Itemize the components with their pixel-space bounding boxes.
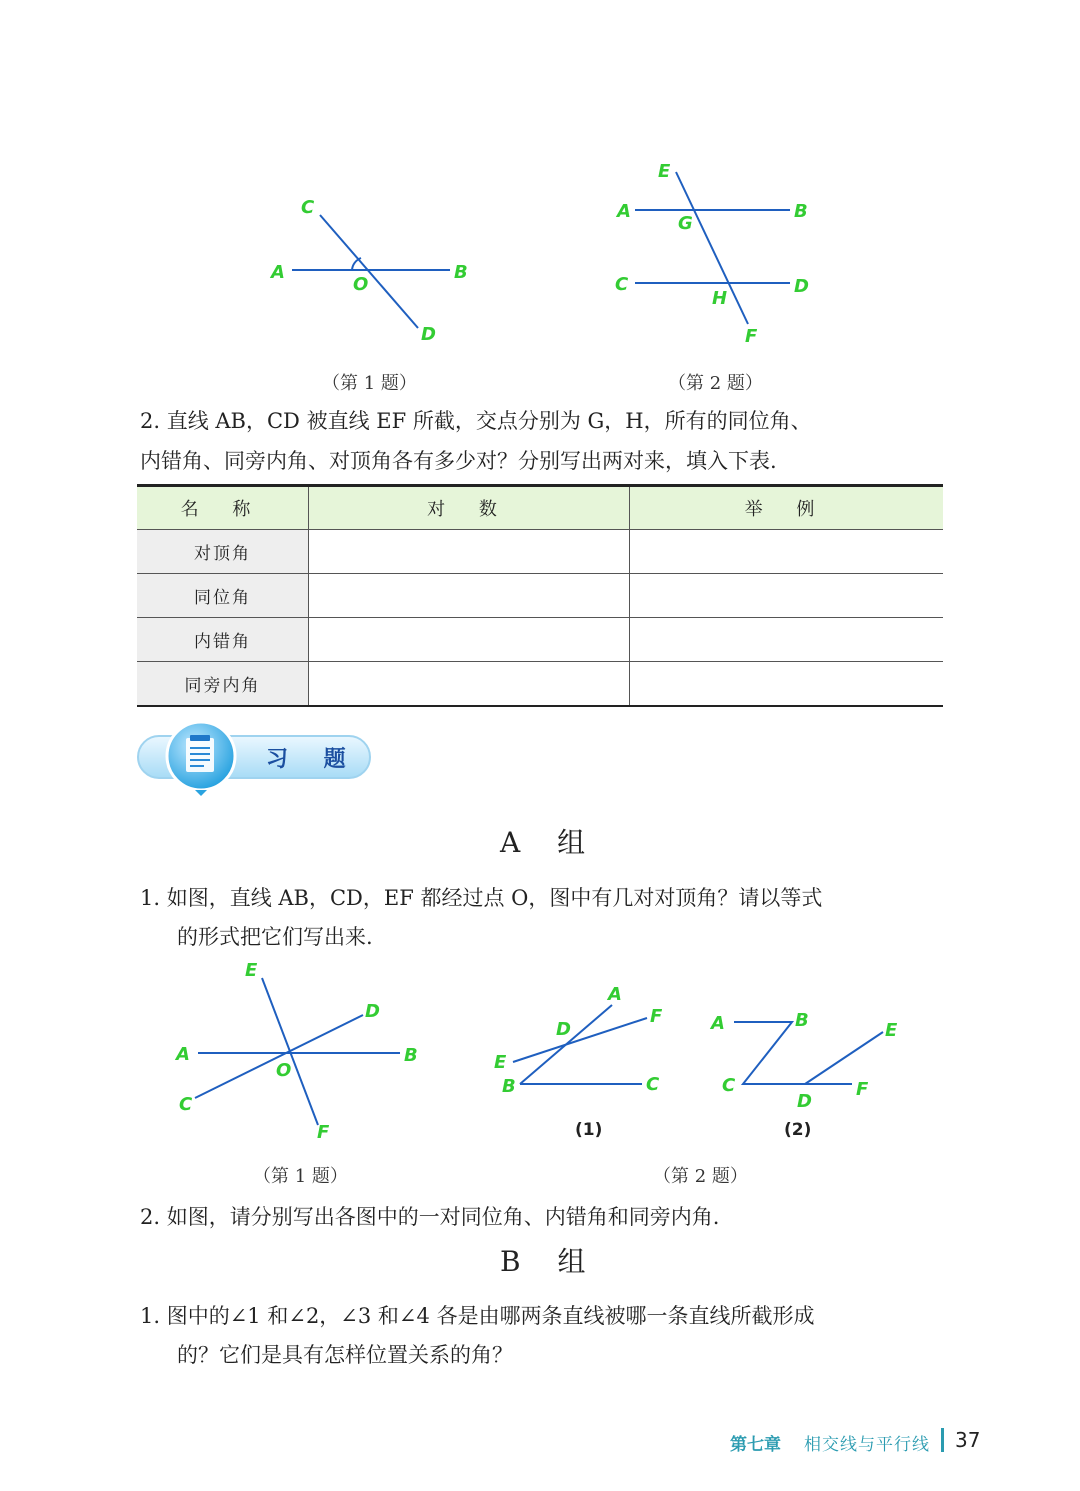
figure-caption: （第 2 题） (668, 373, 763, 394)
footer-divider (941, 1428, 944, 1452)
line-ef (513, 1018, 647, 1062)
point-label: C (615, 274, 629, 295)
table-row (137, 530, 943, 574)
figure-caption: （第 2 题） (653, 1166, 748, 1187)
question-line: 2. 如图，请分别写出各图中的一对同位角、内错角和同旁内角. (140, 1205, 720, 1229)
footer-chapter: 第七章 (730, 1435, 781, 1455)
question-line: 的？它们是具有怎样位置关系的角？ (177, 1343, 513, 1367)
example-cell[interactable] (630, 574, 944, 618)
line-ef (262, 978, 318, 1125)
question-line: 内错角、同旁内角、对顶角各有多少对？分别写出两对来，填入下表. (140, 449, 777, 473)
count-cell[interactable] (309, 618, 630, 662)
point-label: D (794, 276, 809, 297)
point-label: D (365, 1001, 380, 1022)
point-label: A (608, 984, 622, 1005)
point-label: G (678, 213, 693, 234)
point-label: C (179, 1094, 193, 1115)
point-label: A (617, 201, 631, 222)
point-label: O (353, 274, 369, 295)
point-label: F (650, 1006, 663, 1027)
polyline-abcd (734, 1022, 805, 1084)
point-label: E (245, 960, 258, 981)
point-label: E (885, 1020, 898, 1041)
point-label: A (176, 1044, 190, 1065)
point-label: A (271, 262, 285, 283)
notepad-icon (162, 718, 240, 796)
point-label: B (794, 201, 808, 222)
count-cell[interactable] (309, 574, 630, 618)
column-header: 举 例 (630, 486, 944, 530)
line-cd (195, 1015, 363, 1098)
table-row (137, 618, 943, 662)
point-label: D (797, 1091, 812, 1112)
sub-figure-tag: (1) (575, 1120, 603, 1140)
point-label: C (301, 197, 315, 218)
row-label: 同位角 (137, 574, 309, 618)
point-label: F (745, 326, 758, 347)
point-label: H (712, 288, 728, 309)
sub-figure-tag: (2) (784, 1120, 812, 1140)
row-label: 同旁内角 (137, 662, 309, 707)
example-cell[interactable] (630, 618, 944, 662)
line-de (805, 1032, 883, 1084)
row-label: 内错角 (137, 618, 309, 662)
figure-caption: （第 1 题） (322, 373, 417, 394)
group-title: B 组 (500, 1245, 600, 1278)
table-header-row (137, 486, 943, 530)
exercise-banner-label: 习 题 (266, 747, 360, 772)
question-line: 1. 如图，直线 AB，CD，EF 都经过点 O，图中有几对对顶角？请以等式 (140, 886, 823, 910)
point-label: C (646, 1074, 660, 1095)
point-label: E (494, 1052, 507, 1073)
point-label: B (404, 1045, 418, 1066)
question-line: 1. 图中的∠1 和∠2，∠3 和∠4 各是由哪两条直线被哪一条直线所截形成 (140, 1304, 815, 1328)
angle-table (137, 484, 943, 707)
point-label: F (317, 1122, 330, 1143)
example-cell[interactable] (630, 662, 944, 707)
column-header: 名 称 (137, 486, 309, 530)
column-header: 对 数 (309, 486, 630, 530)
table-row (137, 574, 943, 618)
question-line: 的形式把它们写出来. (177, 925, 373, 949)
line-cd (320, 215, 418, 328)
point-label: B (502, 1076, 516, 1097)
point-label: E (658, 161, 671, 182)
page-number: 37 (955, 1428, 981, 1452)
point-label: D (556, 1019, 571, 1040)
point-label: D (421, 324, 436, 345)
point-label: B (454, 262, 468, 283)
figure-caption: （第 1 题） (253, 1166, 348, 1187)
count-cell[interactable] (309, 662, 630, 707)
count-cell[interactable] (309, 530, 630, 574)
row-label: 对顶角 (137, 530, 309, 574)
question-line: 2. 直线 AB，CD 被直线 EF 所截，交点分别为 G，H，所有的同位角、 (140, 409, 812, 433)
point-label: A (711, 1013, 725, 1034)
point-label: B (795, 1010, 809, 1031)
point-label: O (276, 1060, 292, 1081)
table-row (137, 662, 943, 707)
point-label: C (722, 1075, 736, 1096)
footer-chapter-title: 相交线与平行线 (804, 1435, 930, 1455)
example-cell[interactable] (630, 530, 944, 574)
point-label: F (856, 1079, 869, 1100)
group-title: A 组 (500, 826, 600, 859)
